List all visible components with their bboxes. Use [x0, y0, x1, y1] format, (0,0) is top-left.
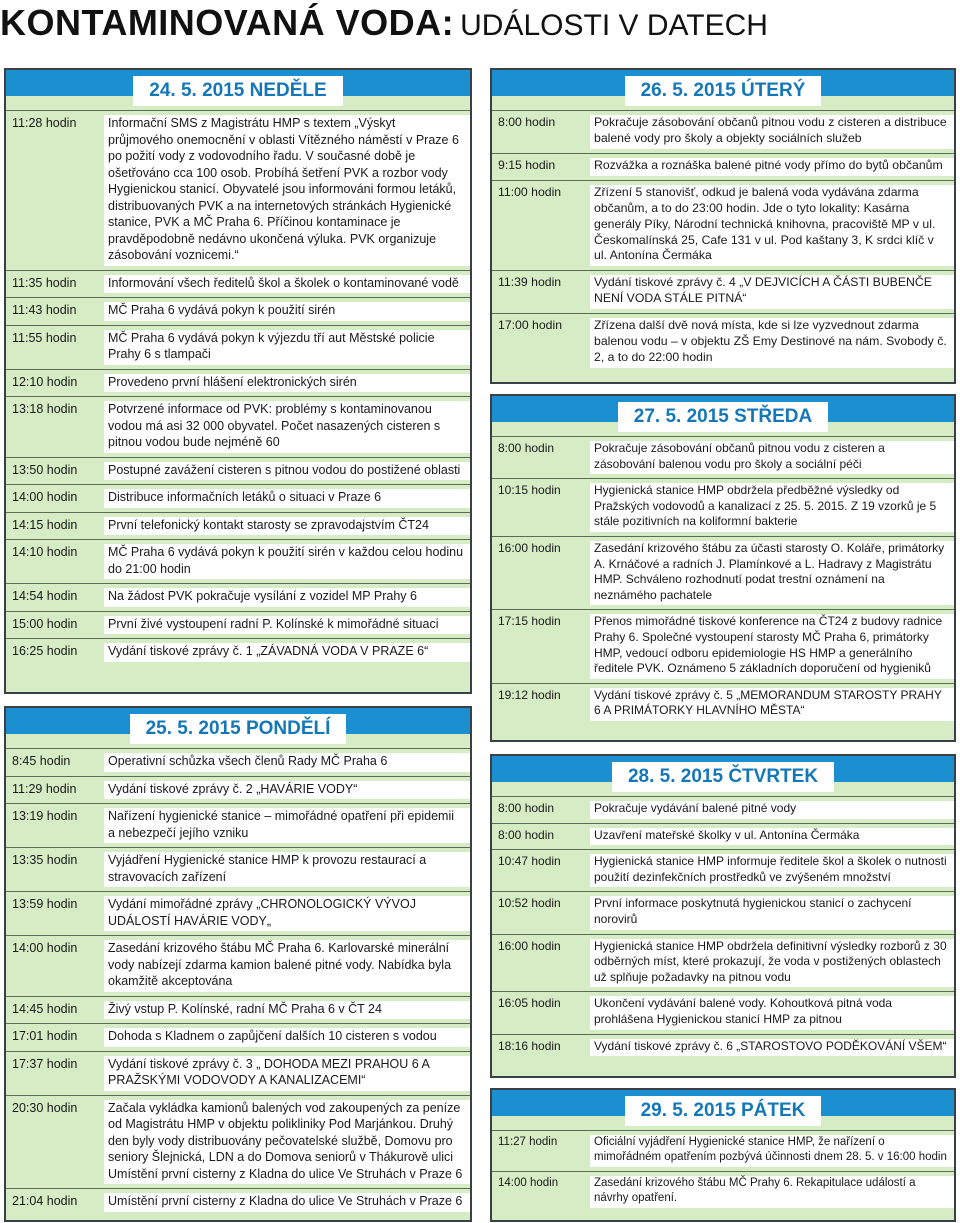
event-text: Postupné zavážení cisteren s pitnou vodou do postižené oblasti [104, 462, 470, 481]
event-time: 13:18 hodin [12, 402, 78, 416]
event-row [492, 180, 954, 271]
event-text: Umístění první cisterny z Kladna do ulice Ve Struhách v Praze 6 [104, 1193, 470, 1212]
event-row [492, 436, 954, 478]
event-text: MČ Praha 6 vydává pokyn k použití sirén v každou celou hodinu do 21:00 hodin [104, 544, 470, 579]
day-panel-28 [490, 754, 956, 1078]
event-text: Distribuce informačních letáků o situaci v Praze 6 [104, 489, 470, 508]
event-list [492, 1130, 954, 1212]
day-header [492, 756, 954, 796]
event-time: 9:15 hodin [498, 157, 556, 172]
event-text: Zasedání krizového štábu MČ Praha 6. Karlovarské minerální vody nabízejí zdarma kamion balené pitné vody. Nabídka byla okamžitě akceptována [104, 940, 470, 992]
day-header [6, 70, 470, 110]
event-time: 10:15 hodin [498, 483, 561, 498]
event-text: Uzavření mateřské školky v ul. Antonína Čermáka [590, 828, 954, 846]
event-time: 11:28 hodin [12, 116, 77, 130]
event-time: 8:45 hodin [12, 754, 71, 768]
event-list [6, 110, 470, 666]
event-time: 17:15 hodin [498, 614, 561, 629]
event-row [492, 478, 954, 536]
event-time: 16:05 hodin [498, 996, 561, 1011]
day-header [6, 708, 470, 748]
event-time: 12:10 hodin [12, 374, 78, 389]
day-panel-29 [490, 1088, 956, 1222]
event-text: Vydání tiskové zprávy č. 1 „ZÁVADNÁ VODA V PRAZE 6“ [104, 643, 470, 662]
event-row [6, 297, 470, 325]
day-header [492, 1090, 954, 1130]
event-text: MČ Praha 6 vydává pokyn k použití sirén [104, 302, 470, 321]
event-text: Potvrzené informace od PVK: problémy s kontaminovanou vodou má asi 32 000 obyvatel. Počet nasazených cisteren s pitnou vodou bude nejméně 60 [104, 401, 470, 453]
event-row [492, 1171, 954, 1212]
event-row [492, 313, 954, 372]
event-text: Zřízena další dvě nová místa, kde si lze vyzvednout zdarma balenou vodu – v objektu ZŠ Emy Destinové na nám. Svobody č. 2, a to do 22:00 hodin [590, 318, 954, 368]
event-time: 11:39 hodin [498, 275, 562, 290]
page-title [0, 0, 960, 46]
event-text: První živé vystoupení radní P. Kolínské k mimořádné situaci [104, 616, 470, 635]
event-time: 18:16 hodin [498, 1038, 561, 1053]
event-time: 11:27 hodin [498, 1136, 558, 1148]
event-row [6, 110, 470, 270]
event-text: Vydání tiskové zprávy č. 3 „ DOHODA MEZI PRAHOU 6 A PRAŽSKÝMI VODOVODY A KANALIZACEMI“ [104, 1056, 470, 1091]
event-row [6, 583, 470, 611]
event-text: Vydání mimořádné zprávy „CHRONOLOGICKÝ VÝVOJ UDÁLOSTÍ HAVÁRIE VODY„ [104, 896, 470, 931]
event-text: První telefonický kontakt starosty se zpravodajstvím ČT24 [104, 517, 470, 536]
event-list [492, 436, 954, 725]
day-panel-25 [4, 706, 472, 1222]
event-text: Oficiální vyjádření Hygienické stanice HMP, že nařízení o mimořádném opatřením pozbývá účinnosti dnem 28. 5. v 16:00 hodin [590, 1135, 954, 1167]
event-row [492, 110, 954, 153]
event-time: 13:59 hodin [12, 897, 78, 911]
event-time: 14:54 hodin [12, 589, 78, 603]
event-time: 14:00 hodin [498, 1176, 559, 1189]
day-panel-26 [490, 68, 956, 384]
event-time: 16:25 hodin [12, 644, 78, 658]
event-time: 21:04 hodin [12, 1194, 78, 1208]
event-text: Přenos mimořádné tiskové konference na ČT24 z budovy radnice Prahy 6. Společné vystoupení starosty MČ Praha 6, primátorky HMP, vedoucí odboru epidemiologie HS HMP a generálního ředitele PVK. Oznámeno 5 základních doporučení od hygieniků [590, 614, 954, 678]
event-time: 14:00 hodin [12, 490, 78, 504]
event-row [6, 748, 470, 776]
day-title: 27. 5. 2015 STŘEDA [618, 402, 828, 432]
day-title: 26. 5. 2015 ÚTERÝ [625, 76, 822, 106]
event-row [6, 512, 470, 540]
event-text: Vyjádření Hygienické stanice HMP k provozu restaurací a stravovacích zařízení [104, 852, 470, 887]
event-time: 19:12 hodin [498, 687, 561, 702]
event-row [6, 611, 470, 639]
event-row [6, 396, 470, 457]
event-time: 11:43 hodin [12, 303, 77, 317]
event-row [492, 934, 954, 992]
event-time: 13:19 hodin [12, 809, 78, 823]
event-text: Ukončení vydávání balené vody. Kohoutková pitná voda prohlášena Hygienickou stanicí HMP za pitnou [590, 996, 954, 1029]
event-text: Hygienická stanice HMP obdržela předběžné výsledky od Pražských vodovodů a kanalizací z 25. 5. 2015. Z 19 vzorků je 5 stále pozitivních na koliformní bakterie [590, 483, 954, 532]
event-text: Hygienická stanice HMP obdržela definitivní výsledky rozborů z 30 odběrných míst, které prokazují, že voda v postižených oblastech už splňuje požadavky na pitnou vodu [590, 939, 954, 988]
title-sub: UDÁLOSTI V DATECH [460, 9, 768, 42]
event-time: 17:37 hodin [12, 1056, 78, 1071]
event-row [6, 1051, 470, 1095]
event-row [492, 1130, 954, 1171]
event-row [6, 369, 470, 397]
event-row [6, 1023, 470, 1051]
event-text: Nařízení hygienické stanice – mimořádné opatření při epidemii a nebezpečí jejího vzniku [104, 808, 470, 843]
event-row [492, 823, 954, 850]
title-main: KONTAMINOVANÁ VODA: [0, 2, 455, 43]
event-text: Informování všech ředitelů škol a školek o kontaminované vodě [104, 275, 470, 294]
event-row [492, 849, 954, 891]
event-text: Pokračuje vydávání balené pitné vody [590, 801, 954, 819]
event-text: Vydání tiskové zprávy č. 4 „V DEJVICÍCH A ČÁSTI BUBENČE NENÍ VODA STÁLE PITNÁ“ [590, 275, 954, 309]
event-text: Rozvážka a roznáška balené pitné vody přímo do bytů občanům [590, 158, 954, 176]
event-text: Zasedání krizového štábu za účasti starosty O. Koláře, primátorky A. Krnáčové a radních J. Plamínkové a L. Hadravy z Magistrátu HMP. Schváleno rozhodnutí podat trestní oznámení na neznámého pachatele [590, 541, 954, 605]
event-text: Vydání tiskové zprávy č. 5 „MEMORANDUM STAROSTY PRAHY 6 A PRIMÁTORKY HLAVNÍHO MĚSTA“ [590, 688, 954, 721]
event-row [6, 539, 470, 583]
event-list [6, 748, 470, 1216]
event-time: 10:52 hodin [498, 896, 561, 911]
event-time: 17:00 hodin [498, 318, 563, 333]
day-title: 24. 5. 2015 NEDĚLE [133, 76, 342, 106]
event-time: 16:00 hodin [498, 540, 561, 555]
day-title: 28. 5. 2015 ČTVRTEK [612, 762, 834, 792]
event-row [6, 1095, 470, 1189]
event-text: Pokračuje zásobování občanů pitnou vodu z cisteren a distribuce balené vody pro školy a objekty sociálních služeb [590, 115, 954, 149]
event-row [6, 803, 470, 847]
event-time: 14:00 hodin [12, 941, 78, 955]
event-text: Dohoda s Kladnem o zapůjčení dalších 10 cisteren s vodou [104, 1028, 470, 1047]
event-time: 20:30 hodin [12, 1100, 78, 1115]
event-text: Operativní schůzka všech členů Rady MČ Praha 6 [104, 753, 470, 772]
event-row [492, 796, 954, 823]
event-list [492, 796, 954, 1060]
event-time: 11:29 hodin [12, 781, 77, 796]
event-time: 11:35 hodin [12, 275, 77, 290]
event-row [6, 325, 470, 369]
event-text: Začala vykládka kamionů balených vod zakoupených za peníze od Magistrátu HMP v objektu polikliniky Pod Marjánkou. Druhý den byly vody distribuovány pečovatelské službě, Domovu pro seniory Šlejnická, LDN a do Domova seniorů v Thákurově ulici Umístění první cisterny z Kladna do ulice Ve Struhách v Praze 6 [104, 1100, 470, 1185]
event-text: Hygienická stanice HMP informuje ředitele škol a školek o nutnosti použití dezinfekčních prostředků ve zvýšeném množství [590, 854, 954, 887]
event-time: 10:47 hodin [498, 854, 561, 869]
event-time: 17:01 hodin [12, 1029, 78, 1043]
event-text: Pokračuje zásobování občanů pitnou vodu z cisteren a zásobování balenou vodu pro školy a sociální péči [590, 441, 954, 474]
event-list [492, 110, 954, 372]
event-row [492, 153, 954, 180]
event-row [492, 891, 954, 933]
event-text: Zřízení 5 stanovišť, odkud je balená voda vydávána zdarma občanům, a to do 23:00 hodin. Jde o tyto lokality: Kasárna generály Píky, Národní technická knihovna, pracoviště MP v ul. Českomalínská 25, Cafe 131 v ul. Pod kaštany 3, K srdci klíč v ul. Antonína Čermáka [590, 185, 954, 267]
event-time: 11:00 hodin [498, 184, 562, 199]
event-row [6, 935, 470, 996]
event-row [492, 609, 954, 682]
day-header [492, 396, 954, 436]
day-title: 25. 5. 2015 PONDĚLÍ [130, 714, 347, 744]
event-row [6, 847, 470, 891]
event-row [492, 1034, 954, 1061]
event-text: První informace poskytnutá hygienickou stanicí o zachycení norovirů [590, 896, 954, 929]
event-time: 13:35 hodin [12, 853, 78, 867]
event-time: 8:00 hodin [498, 827, 555, 842]
event-row [6, 638, 470, 666]
event-time: 8:00 hodin [498, 115, 556, 129]
event-time: 8:00 hodin [498, 801, 555, 815]
event-time: 8:00 hodin [498, 441, 555, 455]
event-row [6, 1188, 470, 1216]
event-row [6, 996, 470, 1024]
day-panel-27 [490, 394, 956, 742]
event-row [6, 457, 470, 485]
event-text: Informační SMS z Magistrátu HMP s textem „Výskyt průjmového onemocnění v oblasti Vítězného náměstí v Praze 6 po požití vody z vodovodního řadu. V současné době je ošetřováno cca 100 osob. Probíhá šetření PVK a rozbor vody Hygienickou stanicí. Obyvatelé jsou informováni formou letáků, distribuovaných PVK a na internetových stránkách Hygienické stanice, PVK a MČ Praha 6. Příčinou kontaminace je pravděpodobně nedávno ukončená výluka. PVK organizuje zásobování voznicemi.“ [104, 115, 470, 266]
event-time: 14:15 hodin [12, 517, 78, 532]
event-row [6, 776, 470, 804]
event-row [6, 484, 470, 512]
event-text: Živý vstup P. Kolínské, radní MČ Praha 6 v ČT 24 [104, 1001, 470, 1020]
event-row [6, 891, 470, 935]
event-time: 13:50 hodin [12, 462, 78, 477]
day-panel-24 [4, 68, 472, 694]
event-row [492, 683, 954, 725]
event-text: Provedeno první hlášení elektronických sirén [104, 374, 470, 393]
event-row [492, 991, 954, 1033]
event-time: 15:00 hodin [12, 616, 78, 631]
event-time: 11:55 hodin [12, 330, 77, 345]
event-time: 14:45 hodin [12, 1001, 78, 1016]
event-text: MČ Praha 6 vydává pokyn k výjezdu tří aut Městské policie Prahy 6 s tlampači [104, 330, 470, 365]
event-row [6, 270, 470, 298]
event-text: Zasedání krizového štábu MČ Prahy 6. Rekapitulace událostí a návrhy opatření. [590, 1176, 954, 1208]
day-title: 29. 5. 2015 PÁTEK [625, 1096, 822, 1126]
event-text: Vydání tiskové zprávy č. 6 „STAROSTOVO PODĚKOVÁNÍ VŠEM“ [590, 1039, 954, 1057]
event-text: Na žádost PVK pokračuje vysílání z vozidel MP Prahy 6 [104, 588, 470, 607]
event-time: 16:00 hodin [498, 938, 561, 953]
day-header [492, 70, 954, 110]
event-row [492, 536, 954, 609]
event-time: 14:10 hodin [12, 545, 78, 559]
event-row [492, 270, 954, 313]
event-text: Vydání tiskové zprávy č. 2 „HAVÁRIE VODY“ [104, 781, 470, 800]
